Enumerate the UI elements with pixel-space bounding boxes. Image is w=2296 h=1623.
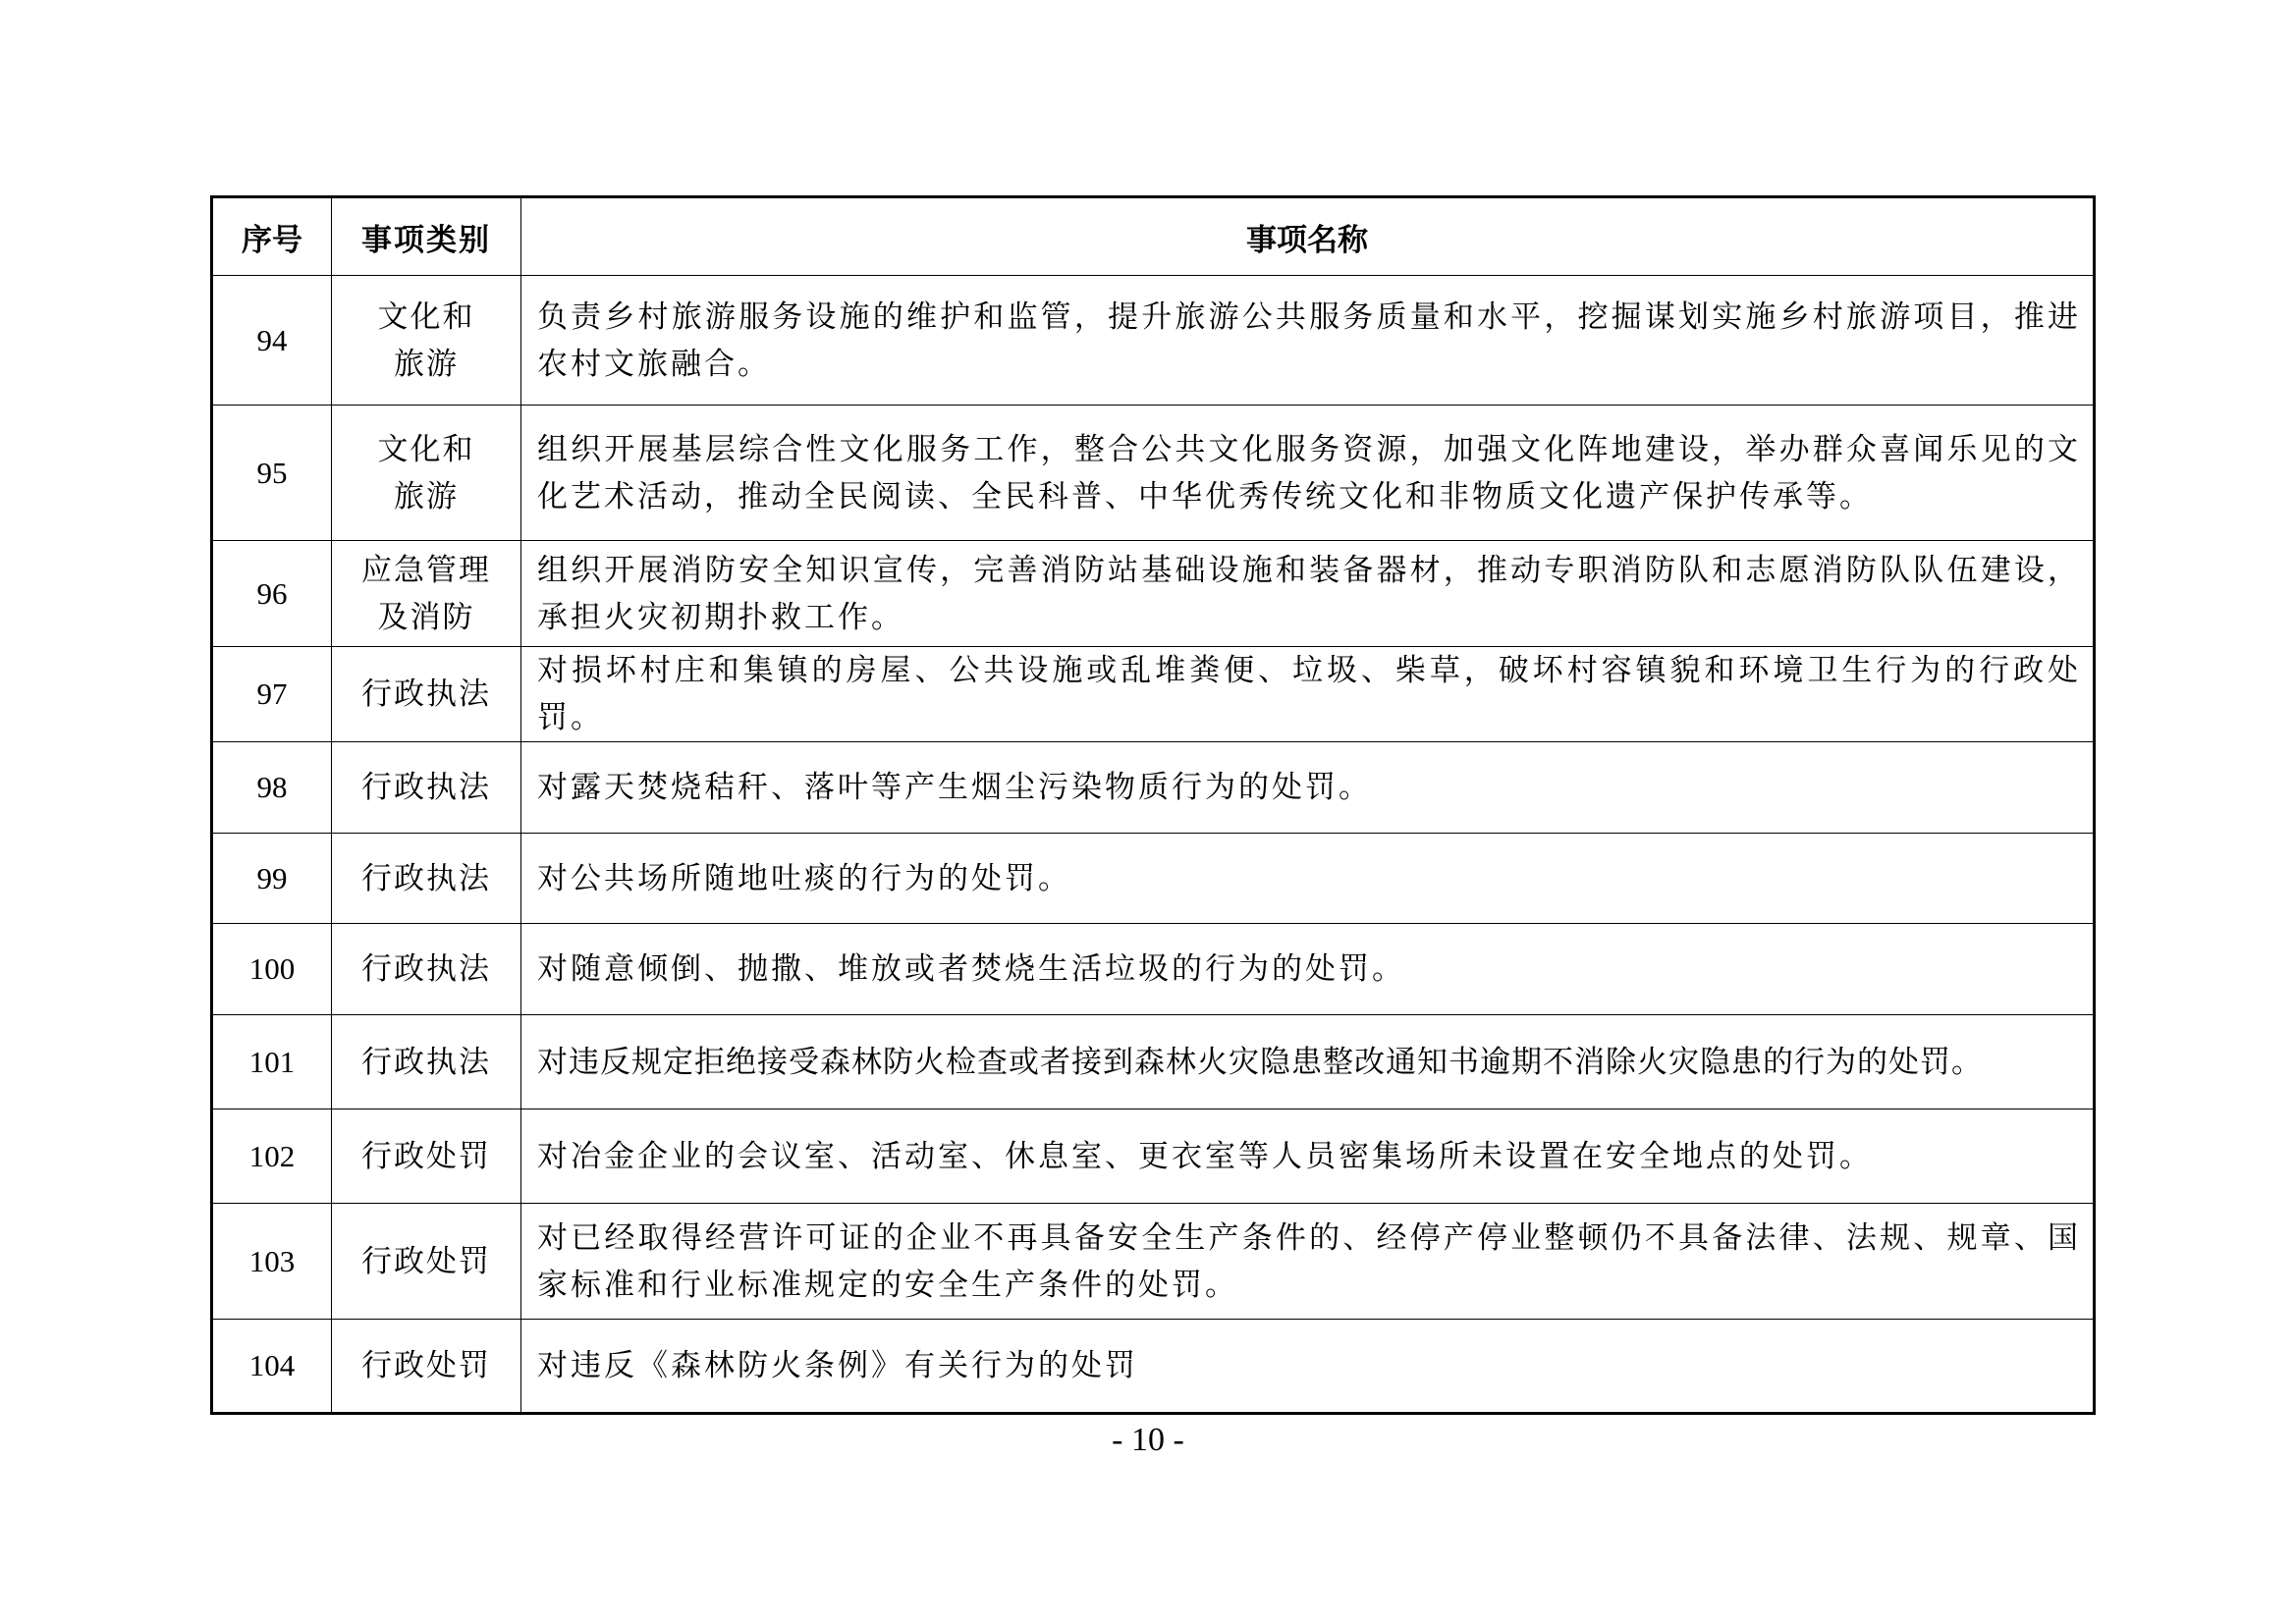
row-no: 95	[212, 406, 332, 541]
row-name: 对露天焚烧秸秆、落叶等产生烟尘污染物质行为的处罚。	[521, 742, 2095, 834]
row-no: 102	[212, 1109, 332, 1204]
row-name: 负责乡村旅游服务设施的维护和监管，提升旅游公共服务质量和水平，挖掘谋划实施乡村旅游项目，推进农村文旅融合。	[521, 276, 2095, 406]
row-category: 行政执法	[332, 924, 521, 1015]
row-category: 行政执法	[332, 742, 521, 834]
table-row	[212, 541, 2095, 647]
table-row	[212, 742, 2095, 834]
row-no: 99	[212, 834, 332, 924]
table-row	[212, 1015, 2095, 1109]
row-category: 行政处罚	[332, 1109, 521, 1204]
row-name: 对违反《森林防火条例》有关行为的处罚	[521, 1320, 2095, 1414]
row-name: 对违反规定拒绝接受森林防火检查或者接到森林火灾隐患整改通知书逾期不消除火灾隐患的行为的处罚。	[521, 1015, 2095, 1109]
row-category: 行政执法	[332, 1015, 521, 1109]
table-row	[212, 1320, 2095, 1414]
table-row	[212, 1204, 2095, 1320]
row-category: 文化和旅游	[332, 406, 521, 541]
row-name: 对公共场所随地吐痰的行为的处罚。	[521, 834, 2095, 924]
row-no: 98	[212, 742, 332, 834]
table-row	[212, 924, 2095, 1015]
table-row	[212, 834, 2095, 924]
table-row	[212, 276, 2095, 406]
row-category: 行政执法	[332, 647, 521, 742]
row-no: 103	[212, 1204, 332, 1320]
row-no: 104	[212, 1320, 332, 1414]
header-name: 事项名称	[521, 197, 2095, 276]
page-number: - 10 -	[1112, 1422, 1184, 1458]
table-row	[212, 1109, 2095, 1204]
table-header-row	[212, 197, 2095, 276]
row-no: 97	[212, 647, 332, 742]
row-name: 对损坏村庄和集镇的房屋、公共设施或乱堆粪便、垃圾、柴草，破坏村容镇貌和环境卫生行为的行政处罚。	[521, 647, 2095, 742]
row-no: 101	[212, 1015, 332, 1109]
row-no: 96	[212, 541, 332, 647]
row-category: 行政处罚	[332, 1204, 521, 1320]
table-row	[212, 647, 2095, 742]
row-no: 94	[212, 276, 332, 406]
row-category: 应急管理及消防	[332, 541, 521, 647]
row-name: 组织开展消防安全知识宣传，完善消防站基础设施和装备器材，推动专职消防队和志愿消防队队伍建设，承担火灾初期扑救工作。	[521, 541, 2095, 647]
row-category: 文化和旅游	[332, 276, 521, 406]
row-category: 行政处罚	[332, 1320, 521, 1414]
row-category: 行政执法	[332, 834, 521, 924]
table-row	[212, 406, 2095, 541]
row-name: 对随意倾倒、抛撒、堆放或者焚烧生活垃圾的行为的处罚。	[521, 924, 2095, 1015]
row-no: 100	[212, 924, 332, 1015]
row-name: 对冶金企业的会议室、活动室、休息室、更衣室等人员密集场所未设置在安全地点的处罚。	[521, 1109, 2095, 1204]
row-name: 组织开展基层综合性文化服务工作，整合公共文化服务资源，加强文化阵地建设，举办群众喜闻乐见的文化艺术活动，推动全民阅读、全民科普、中华优秀传统文化和非物质文化遗产保护传承等。	[521, 406, 2095, 541]
row-name: 对已经取得经营许可证的企业不再具备安全生产条件的、经停产停业整顿仍不具备法律、法规、规章、国家标准和行业标准规定的安全生产条件的处罚。	[521, 1204, 2095, 1320]
matters-table	[210, 195, 2096, 1415]
header-no: 序号	[212, 197, 332, 276]
header-category: 事项类别	[332, 197, 521, 276]
